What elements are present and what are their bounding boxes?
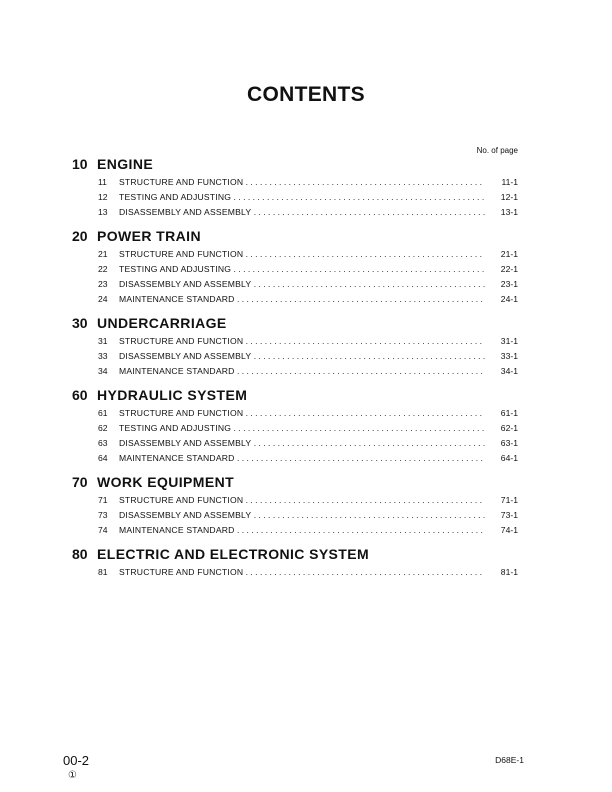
- entry-title: DISASSEMBLY AND ASSEMBLY . . .: [119, 349, 485, 364]
- entry-title: TESTING AND ADJUSTING . . .: [119, 262, 485, 277]
- entry-page-number: 63-1: [487, 436, 518, 451]
- footer-model-code: D68E-1: [495, 755, 524, 765]
- toc-entry: [0, 247, 612, 262]
- section-heading: [0, 313, 612, 334]
- entry-page-number: 13-1: [487, 205, 518, 220]
- toc-section: [0, 544, 612, 580]
- section-name: WORK EQUIPMENT: [97, 474, 235, 490]
- entry-title: DISASSEMBLY AND ASSEMBLY . . .: [119, 205, 485, 220]
- entry-number: 62: [98, 423, 108, 433]
- section-number: 10: [72, 156, 88, 172]
- entry-page-number: 24-1: [487, 292, 518, 307]
- entry-page-number: 21-1: [487, 247, 518, 262]
- entry-title: MAINTENANCE STANDARD . . .: [119, 451, 485, 466]
- entry-number: 23: [98, 279, 108, 289]
- entry-title: STRUCTURE AND FUNCTION . . .: [119, 406, 485, 421]
- toc-entry: [0, 421, 612, 436]
- section-number: 80: [72, 546, 88, 562]
- entry-title: MAINTENANCE STANDARD . . .: [119, 364, 485, 379]
- entry-number: 61: [98, 408, 108, 418]
- table-of-contents: [0, 154, 612, 586]
- section-heading: [0, 385, 612, 406]
- entry-number: 63: [98, 438, 108, 448]
- entry-page-number: 31-1: [487, 334, 518, 349]
- entry-page-number: 81-1: [487, 565, 518, 580]
- toc-section: [0, 472, 612, 538]
- entry-title: TESTING AND ADJUSTING . . .: [119, 190, 485, 205]
- entry-title: MAINTENANCE STANDARD . . .: [119, 523, 485, 538]
- toc-entry: [0, 508, 612, 523]
- section-heading: [0, 544, 612, 565]
- section-name: UNDERCARRIAGE: [97, 315, 227, 331]
- section-number: 60: [72, 387, 88, 403]
- toc-entry: [0, 349, 612, 364]
- toc-entry: [0, 436, 612, 451]
- entry-title: DISASSEMBLY AND ASSEMBLY . . .: [119, 508, 485, 523]
- entry-number: 73: [98, 510, 108, 520]
- toc-entry: [0, 493, 612, 508]
- section-heading: [0, 472, 612, 493]
- section-name: ENGINE: [97, 156, 154, 172]
- entry-title: DISASSEMBLY AND ASSEMBLY . . .: [119, 277, 485, 292]
- entry-number: 71: [98, 495, 108, 505]
- toc-entry: [0, 334, 612, 349]
- entry-page-number: 73-1: [487, 508, 518, 523]
- entry-number: 13: [98, 207, 108, 217]
- toc-entry: [0, 190, 612, 205]
- footer-page-number: 00-2: [63, 753, 90, 768]
- entry-title: STRUCTURE AND FUNCTION . . .: [119, 334, 485, 349]
- entry-title: STRUCTURE AND FUNCTION . . .: [119, 493, 485, 508]
- entry-number: 81: [98, 567, 108, 577]
- entry-number: 74: [98, 525, 108, 535]
- entry-page-number: 34-1: [487, 364, 518, 379]
- section-number: 30: [72, 315, 88, 331]
- entry-page-number: 74-1: [487, 523, 518, 538]
- section-heading: [0, 226, 612, 247]
- entry-page-number: 33-1: [487, 349, 518, 364]
- entry-page-number: 61-1: [487, 406, 518, 421]
- entry-number: 34: [98, 366, 108, 376]
- section-name: HYDRAULIC SYSTEM: [97, 387, 248, 403]
- entry-number: 33: [98, 351, 108, 361]
- toc-entry: [0, 523, 612, 538]
- entry-page-number: 22-1: [487, 262, 518, 277]
- entry-page-number: 62-1: [487, 421, 518, 436]
- section-name: POWER TRAIN: [97, 228, 201, 244]
- toc-entry: [0, 277, 612, 292]
- entry-page-number: 23-1: [487, 277, 518, 292]
- section-heading: [0, 154, 612, 175]
- toc-section: [0, 385, 612, 466]
- toc-entry: [0, 451, 612, 466]
- entry-title: MAINTENANCE STANDARD . . .: [119, 292, 485, 307]
- entry-title: STRUCTURE AND FUNCTION . . .: [119, 247, 485, 262]
- page-title: CONTENTS: [247, 83, 365, 106]
- section-name: ELECTRIC AND ELECTRONIC SYSTEM: [97, 546, 370, 562]
- toc-section: [0, 313, 612, 379]
- section-number: 70: [72, 474, 88, 490]
- section-number: 20: [72, 228, 88, 244]
- entry-page-number: 64-1: [487, 451, 518, 466]
- entry-title: DISASSEMBLY AND ASSEMBLY . . .: [119, 436, 485, 451]
- entry-page-number: 11-1: [487, 175, 518, 190]
- toc-entry: [0, 565, 612, 580]
- entry-page-number: 71-1: [487, 493, 518, 508]
- entry-number: 64: [98, 453, 108, 463]
- toc-section: [0, 154, 612, 220]
- entry-title: STRUCTURE AND FUNCTION . . .: [119, 565, 485, 580]
- entry-title: STRUCTURE AND FUNCTION . . .: [119, 175, 485, 190]
- toc-section: [0, 226, 612, 307]
- entry-number: 24: [98, 294, 108, 304]
- toc-entry: [0, 175, 612, 190]
- entry-number: 22: [98, 264, 108, 274]
- toc-entry: [0, 262, 612, 277]
- entry-number: 31: [98, 336, 108, 346]
- footer-revision-mark: ①: [68, 770, 77, 781]
- toc-entry: [0, 364, 612, 379]
- entry-number: 21: [98, 249, 108, 259]
- toc-entry: [0, 292, 612, 307]
- entry-number: 11: [98, 177, 107, 187]
- entry-title: TESTING AND ADJUSTING . . .: [119, 421, 485, 436]
- page-number-column-header: No. of page: [476, 146, 518, 155]
- entry-page-number: 12-1: [487, 190, 518, 205]
- toc-entry: [0, 205, 612, 220]
- entry-number: 12: [98, 192, 108, 202]
- toc-entry: [0, 406, 612, 421]
